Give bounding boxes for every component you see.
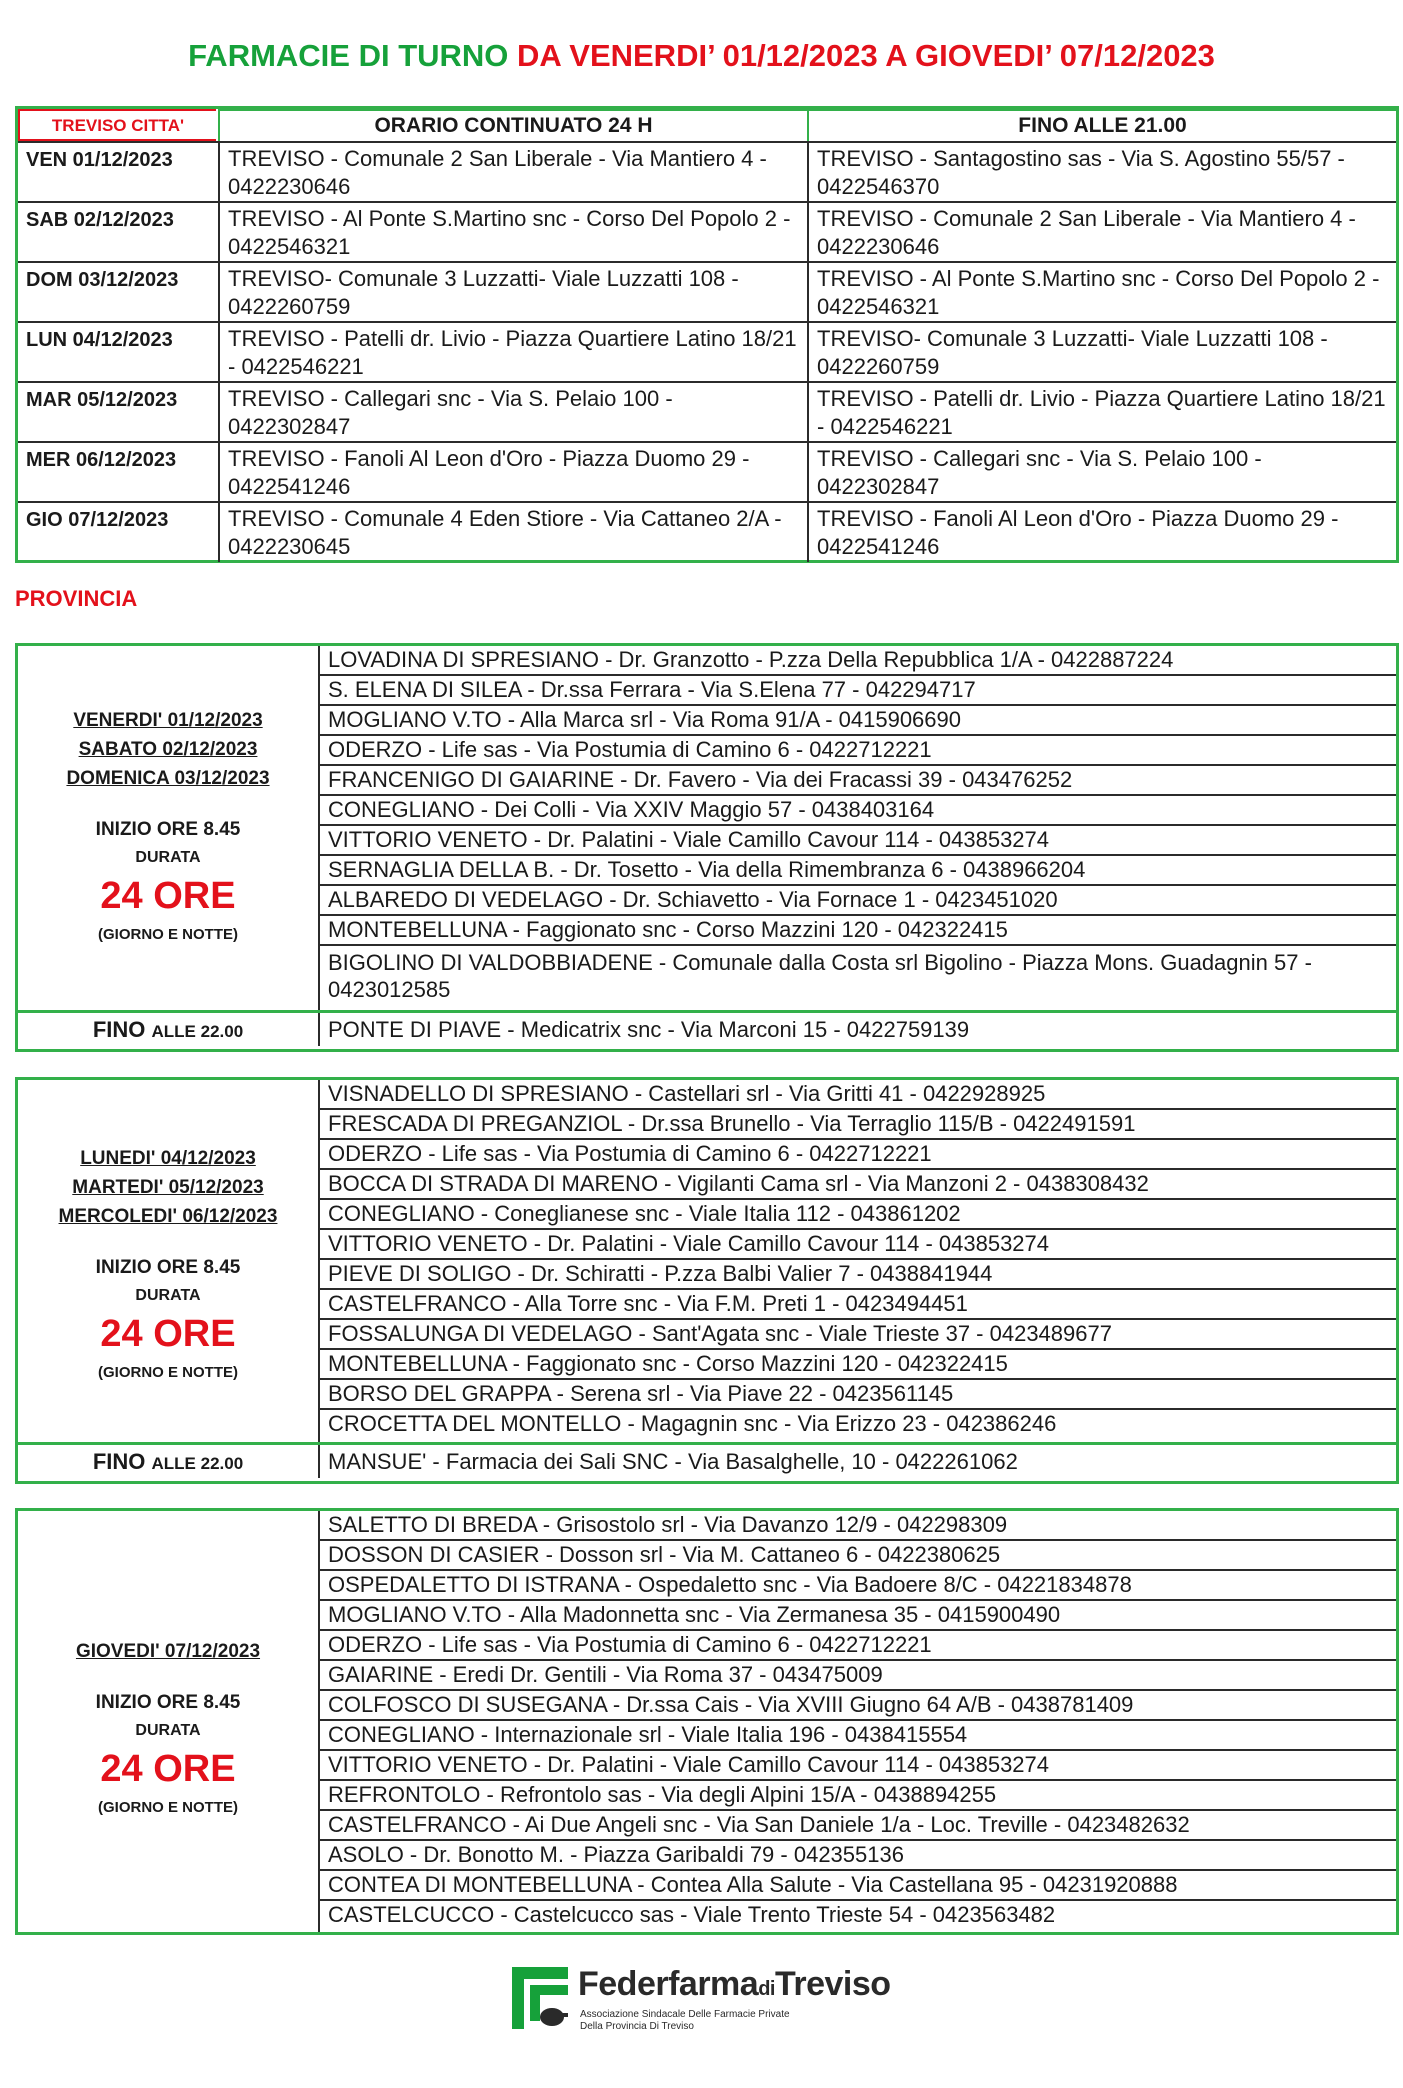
federfarma-logo [512,1965,912,2035]
list-item: MOGLIANO V.TO - Alla Marca srl - Via Roma 91/A - 0415906690 [320,706,1396,736]
page-title [0,38,1403,74]
city-row [18,441,1396,503]
city-day: MER 06/12/2023 [26,449,177,471]
list-item: ODERZO - Life sas - Via Postumia di Camino 6 - 0422712221 [320,1631,1396,1661]
city-24h-pharmacy: TREVISO - Fanoli Al Leon d'Oro - Piazza Duomo 29 - 0422541246 [218,443,807,503]
until-22-pharmacy: PONTE DI PIAVE - Medicatrix snc - Via Marconi 15 - 0422759139 [318,1013,1396,1046]
until-22-row [18,1010,1396,1046]
list-item: MONTEBELLUNA - Faggionato snc - Corso Mazzini 120 - 042322415 [320,1350,1396,1380]
list-item: VITTORIO VENETO - Dr. Palatini - Viale Camillo Cavour 114 - 043853274 [320,826,1396,856]
start-time: INIZIO ORE 8.45 [95,1257,241,1278]
block-date: DOMENICA 03/12/2023 [66,768,270,789]
list-item: BORSO DEL GRAPPA - Serena srl - Via Piave 22 - 0423561145 [320,1380,1396,1410]
list-item: VITTORIO VENETO - Dr. Palatini - Viale Camillo Cavour 114 - 043853274 [320,1751,1396,1781]
list-item: BIGOLINO DI VALDOBBIADENE - Comunale dalla Costa srl Bigolino - Piazza Mons. Guadagnin 57 - 0423012585 [328,950,1312,1002]
day-and-night: (GIORNO E NOTTE) [98,1799,238,1816]
city-row [18,201,1396,263]
day-and-night: (GIORNO E NOTTE) [98,1364,238,1381]
province-block-weekdays [15,1077,1399,1484]
list-item: ASOLO - Dr. Bonotto M. - Piazza Garibaldi 79 - 042355136 [320,1841,1396,1871]
list-item: FRESCADA DI PREGANZIOL - Dr.ssa Brunello - Via Terraglio 115/B - 0422491591 [320,1110,1396,1140]
city-row [18,321,1396,383]
city-24h-pharmacy: TREVISO - Callegari snc - Via S. Pelaio 100 - 0422302847 [218,383,807,443]
header-24h: ORARIO CONTINUATO 24 H [218,109,807,141]
duration-label: DURATA [135,849,201,866]
list-item: SERNAGLIA DELLA B. - Dr. Tosetto - Via della Rimembranza 6 - 0438966204 [320,856,1396,886]
list-item: REFRONTOLO - Refrontolo sas - Via degli Alpini 15/A - 0438894255 [320,1781,1396,1811]
list-item: PIEVE DI SOLIGO - Dr. Schiratti - P.zza Balbi Valier 7 - 0438841944 [320,1260,1396,1290]
logo-city: Treviso [774,1965,891,2003]
header-city: TREVISO CITTA' [18,109,216,141]
title-part-2: DA VENERDI’ 01/12/2023 A GIOVEDI’ 07/12/2023 [517,38,1215,73]
city-day: MAR 05/12/2023 [26,389,178,411]
city-24h-pharmacy: TREVISO - Patelli dr. Livio - Piazza Quartiere Latino 18/21 - 0422546221 [218,323,807,383]
city-row [18,381,1396,443]
list-item: VITTORIO VENETO - Dr. Palatini - Viale Camillo Cavour 114 - 043853274 [320,1230,1396,1260]
list-item: CASTELFRANCO - Alla Torre snc - Via F.M. Preti 1 - 0423494451 [320,1290,1396,1320]
list-item: CONEGLIANO - Internazionale srl - Viale Italia 196 - 0438415554 [320,1721,1396,1751]
until-22-label [18,1445,318,1480]
block-date: SABATO 02/12/2023 [78,739,258,760]
duration-label: DURATA [135,1287,201,1304]
list-item: DOSSON DI CASIER - Dosson srl - Via M. Cattaneo 6 - 0422380625 [320,1541,1396,1571]
city-21-pharmacy: TREVISO- Comunale 3 Luzzatti- Viale Luzzatti 108 - 0422260759 [807,323,1396,383]
until-label-main: FINO [92,1017,146,1042]
list-item: OSPEDALETTO DI ISTRANA - Ospedaletto snc - Via Badoere 8/C - 04221834878 [320,1571,1396,1601]
province-block-thursday [15,1508,1399,1935]
city-21-pharmacy: TREVISO - Callegari snc - Via S. Pelaio 100 - 0422302847 [807,443,1396,503]
pharmacy-list [318,1511,1396,1932]
pharmacy-cross-logo-icon [512,1967,568,2029]
title-part-1: FARMACIE DI TURNO [188,38,509,73]
block-date: MERCOLEDI' 06/12/2023 [58,1206,278,1227]
city-21-pharmacy: TREVISO - Patelli dr. Livio - Piazza Quartiere Latino 18/21 - 0422546221 [807,383,1396,443]
list-item: SALETTO DI BREDA - Grisostolo srl - Via Davanzo 12/9 - 042298309 [320,1511,1396,1541]
city-21-pharmacy: TREVISO - Santagostino sas - Via S. Agostino 55/57 - 0422546370 [807,143,1396,203]
list-item: LOVADINA DI SPRESIANO - Dr. Granzotto - P.zza Della Repubblica 1/A - 0422887224 [320,646,1396,676]
pharmacy-list [318,1080,1396,1442]
list-item: CONEGLIANO - Coneglianese snc - Viale Italia 112 - 043861202 [320,1200,1396,1230]
until-22-label [18,1013,318,1048]
list-item: CASTELCUCCO - Castelcucco sas - Viale Trento Trieste 54 - 0423563482 [328,1902,1056,1927]
city-day: DOM 03/12/2023 [26,269,179,291]
list-item: ALBAREDO DI VEDELAGO - Dr. Schiavetto - Via Fornace 1 - 0423451020 [320,886,1396,916]
list-item: ODERZO - Life sas - Via Postumia di Camino 6 - 0422712221 [320,736,1396,766]
city-24h-pharmacy: TREVISO- Comunale 3 Luzzatti- Viale Luzzatti 108 - 0422260759 [218,263,807,323]
block-schedule [18,1080,318,1442]
until-label-time: ALLE 22.00 [151,1022,244,1041]
city-21-pharmacy: TREVISO - Al Ponte S.Martino snc - Corso Del Popolo 2 - 0422546321 [807,263,1396,323]
provincia-heading: PROVINCIA [15,586,138,611]
block-date: VENERDI' 01/12/2023 [73,710,263,731]
city-row [18,261,1396,323]
until-22-pharmacy: MANSUE' - Farmacia dei Sali SNC - Via Basalghelle, 10 - 0422261062 [318,1445,1396,1478]
duration-label: DURATA [135,1722,201,1739]
list-item: CROCETTA DEL MONTELLO - Magagnin snc - Via Erizzo 23 - 042386246 [328,1411,1057,1436]
city-24h-pharmacy: TREVISO - Al Ponte S.Martino snc - Corso Del Popolo 2 - 0422546321 [218,203,807,263]
list-item: BOCCA DI STRADA DI MARENO - Vigilanti Cama srl - Via Manzoni 2 - 0438308432 [320,1170,1396,1200]
list-item: CONEGLIANO - Dei Colli - Via XXIV Maggio 57 - 0438403164 [320,796,1396,826]
list-item: MOGLIANO V.TO - Alla Madonnetta snc - Via Zermanesa 35 - 0415900490 [320,1601,1396,1631]
block-schedule [18,646,318,1010]
city-24h-pharmacy: TREVISO - Comunale 2 San Liberale - Via Mantiero 4 - 0422230646 [218,143,807,203]
logo-subtitle-1: Associazione Sindacale Delle Farmacie Private [580,2009,790,2020]
logo-wordmark [578,1965,891,2004]
duration-hours: 24 ORE [100,875,236,917]
until-22-row [18,1442,1396,1478]
start-time: INIZIO ORE 8.45 [95,819,241,840]
list-item: GAIARINE - Eredi Dr. Gentili - Via Roma 37 - 043475009 [320,1661,1396,1691]
list-item: FOSSALUNGA DI VEDELAGO - Sant'Agata snc - Viale Trieste 37 - 0423489677 [320,1320,1396,1350]
province-block-weekend [15,643,1399,1052]
list-item: CONTEA DI MONTEBELLUNA - Contea Alla Salute - Via Castellana 95 - 04231920888 [320,1871,1396,1901]
until-label-time: ALLE 22.00 [151,1454,244,1473]
city-day: LUN 04/12/2023 [26,329,173,351]
list-item: ODERZO - Life sas - Via Postumia di Camino 6 - 0422712221 [320,1140,1396,1170]
header-until-21: FINO ALLE 21.00 [807,109,1396,141]
list-item: COLFOSCO DI SUSEGANA - Dr.ssa Cais - Via XVIII Giugno 64 A/B - 0438781409 [320,1691,1396,1721]
city-24h-pharmacy: TREVISO - Comunale 4 Eden Stiore - Via Cattaneo 2/A - 0422230645 [218,503,807,562]
city-day: SAB 02/12/2023 [26,209,174,231]
logo-di: di [758,1978,775,2000]
city-21-pharmacy: TREVISO - Comunale 2 San Liberale - Via Mantiero 4 - 0422230646 [807,203,1396,263]
list-item: S. ELENA DI SILEA - Dr.ssa Ferrara - Via S.Elena 77 - 042294717 [320,676,1396,706]
list-item: VISNADELLO DI SPRESIANO - Castellari srl - Via Gritti 41 - 0422928925 [320,1080,1396,1110]
block-date: LUNEDI' 04/12/2023 [80,1148,256,1169]
list-item: MONTEBELLUNA - Faggionato snc - Corso Mazzini 120 - 042322415 [320,916,1396,946]
duration-hours: 24 ORE [100,1313,236,1355]
logo-subtitle-2: Della Provincia Di Treviso [580,2021,694,2032]
city-day: GIO 07/12/2023 [26,509,169,531]
block-date: MARTEDI' 05/12/2023 [72,1177,264,1198]
block-schedule [18,1511,318,1932]
day-and-night: (GIORNO E NOTTE) [98,926,238,943]
city-day: VEN 01/12/2023 [26,149,173,171]
pharmacy-list [318,646,1396,1010]
list-item: CASTELFRANCO - Ai Due Angeli snc - Via San Daniele 1/a - Loc. Treville - 0423482632 [320,1811,1396,1841]
start-time: INIZIO ORE 8.45 [95,1692,241,1713]
list-item: FRANCENIGO DI GAIARINE - Dr. Favero - Via dei Fracassi 39 - 043476252 [320,766,1396,796]
city-21-pharmacy: TREVISO - Fanoli Al Leon d'Oro - Piazza Duomo 29 - 0422541246 [807,503,1396,562]
city-row [18,501,1396,562]
duration-hours: 24 ORE [100,1748,236,1790]
until-label-main: FINO [92,1449,146,1474]
city-table [15,106,1399,563]
block-date: GIOVEDI' 07/12/2023 [75,1641,261,1662]
logo-name: Federfarma [578,1965,759,2003]
city-row [18,141,1396,203]
